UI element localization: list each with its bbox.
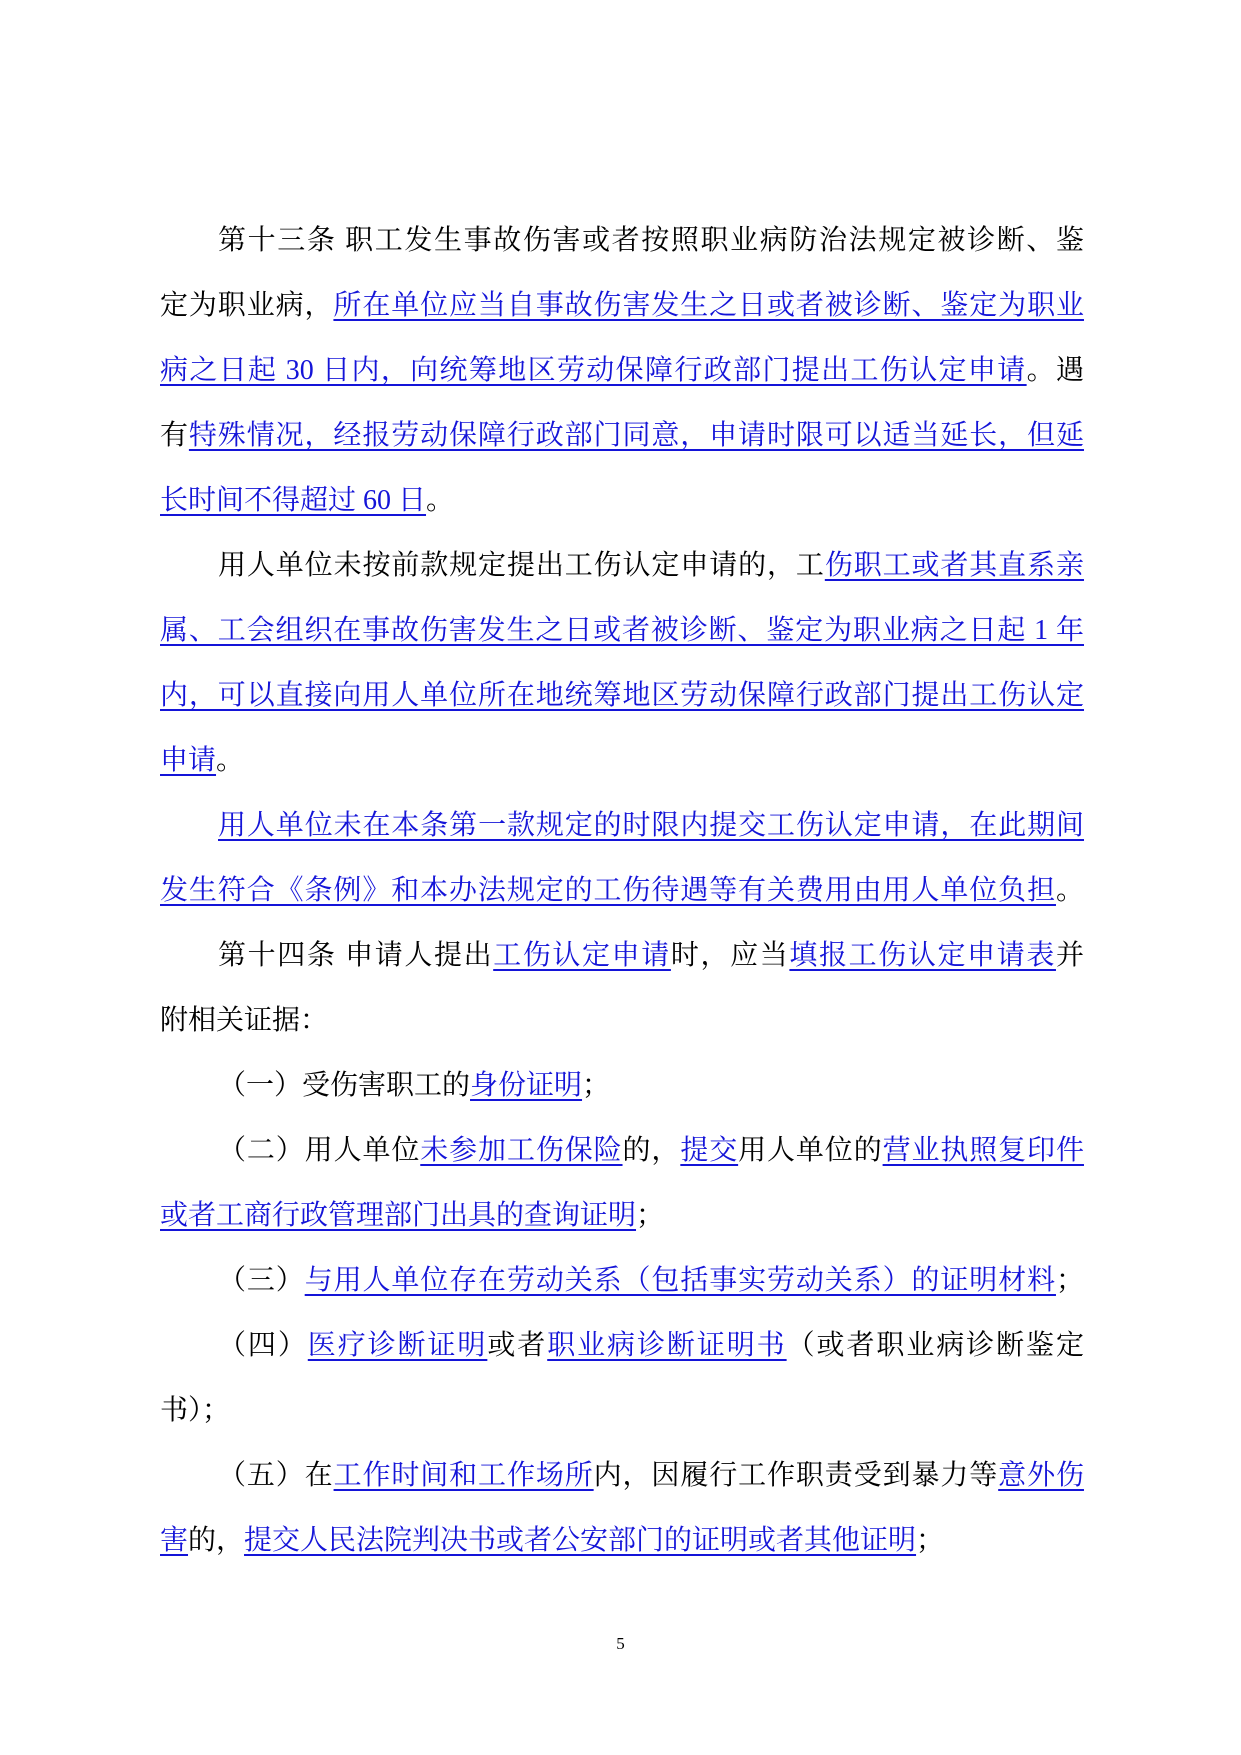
text-line	[160, 403, 1084, 468]
text-line	[160, 1313, 1084, 1378]
text-run: ；	[636, 1200, 665, 1231]
hyperlink[interactable]: 与用人单位存在劳动关系（包括事实劳动关系）的证明材料	[304, 1265, 1056, 1296]
text-run: （四）	[218, 1330, 308, 1361]
hyperlink[interactable]: 工作时间和工作场所	[333, 1460, 594, 1491]
text-run: 第十四条 申请人提出	[218, 940, 494, 971]
text-line	[160, 728, 1084, 793]
text-line	[160, 598, 1084, 663]
text-run: （五）在	[218, 1460, 334, 1491]
text-run: 的，	[188, 1525, 245, 1556]
text-run: 用人单位未按前款规定提出工伤认定申请的，工	[218, 550, 825, 581]
hyperlink[interactable]: 填报工伤认定申请表	[789, 940, 1056, 971]
text-run: （或者职业病诊断鉴定	[786, 1330, 1084, 1361]
text-line	[160, 1443, 1084, 1508]
article-13-paragraph-1	[160, 208, 1084, 533]
text-line	[160, 208, 1084, 273]
text-line	[160, 273, 1084, 338]
page-number: 5	[616, 1634, 625, 1653]
hyperlink[interactable]: 内，可以直接向用人单位所在地统筹地区劳动保障行政部门提出工伤认定	[160, 680, 1084, 711]
text-line	[160, 533, 1084, 598]
text-line	[160, 663, 1084, 728]
article-13-paragraph-3	[160, 793, 1084, 923]
hyperlink[interactable]: 害	[160, 1525, 189, 1556]
text-run: 内，因履行工作职责受到暴力等	[593, 1460, 999, 1491]
hyperlink[interactable]: 医疗诊断证明	[307, 1330, 488, 1361]
hyperlink[interactable]: 身份证明	[470, 1070, 583, 1101]
text-line	[160, 858, 1084, 923]
text-run: ；	[916, 1525, 945, 1556]
text-run: 。遇	[1026, 355, 1084, 386]
article-14-item-1	[160, 1053, 1084, 1118]
text-line	[160, 1248, 1084, 1313]
text-line	[160, 1118, 1084, 1183]
hyperlink[interactable]: 或者工商行政管理部门出具的查询证明	[160, 1200, 637, 1231]
hyperlink[interactable]: 提交	[680, 1135, 739, 1166]
text-line	[160, 923, 1084, 988]
text-line	[160, 1508, 1084, 1573]
text-run: 。	[426, 485, 455, 516]
text-run: 并	[1055, 940, 1084, 971]
hyperlink[interactable]: 意外伤	[998, 1460, 1084, 1491]
text-run: 。	[1055, 875, 1084, 906]
document-body	[160, 208, 1084, 1573]
text-line	[160, 793, 1084, 858]
article-14-item-2	[160, 1118, 1084, 1248]
text-run: 的，	[622, 1135, 681, 1166]
text-run: 。	[216, 745, 245, 776]
text-line	[160, 338, 1084, 403]
hyperlink[interactable]: 长时间不得超过 60 日	[160, 485, 427, 516]
text-run: ；	[1055, 1265, 1084, 1296]
text-run: 时，应当	[670, 940, 790, 971]
text-run: 定为职业病，	[160, 290, 334, 321]
hyperlink[interactable]: 发生符合《条例》和本办法规定的工伤待遇等有关费用由用人单位负担	[160, 875, 1056, 906]
text-run: 用人单位的	[738, 1135, 883, 1166]
hyperlink[interactable]: 所在单位应当自事故伤害发生之日或者被诊断、鉴定为职业	[333, 290, 1084, 321]
text-line	[160, 468, 1084, 533]
article-13-paragraph-2	[160, 533, 1084, 793]
text-line	[160, 1053, 1084, 1118]
article-14-item-4	[160, 1313, 1084, 1443]
text-line	[160, 988, 1084, 1053]
text-line	[160, 1183, 1084, 1248]
hyperlink[interactable]: 伤职工或者其直系亲	[824, 550, 1084, 581]
article-14-item-5	[160, 1443, 1084, 1573]
article-14-intro	[160, 923, 1084, 1053]
hyperlink[interactable]: 工伤认定申请	[493, 940, 671, 971]
text-run: 书）；	[160, 1395, 231, 1426]
hyperlink[interactable]: 职业病诊断证明书	[547, 1330, 787, 1361]
text-run: （一）受伤害职工的	[218, 1070, 471, 1101]
hyperlink[interactable]: 用人单位未在本条第一款规定的时限内提交工伤认定申请，在此期间	[218, 810, 1084, 841]
hyperlink[interactable]: 病之日起 30 日内，向统筹地区劳动保障行政部门提出工伤认定申请	[160, 355, 1027, 386]
text-run: 第十三条 职工发生事故伤害或者按照职业病防治法规定被诊断、鉴	[218, 225, 1084, 256]
text-run: （二）用人单位	[218, 1135, 421, 1166]
text-run: 有	[160, 420, 189, 451]
text-run: 或者	[487, 1330, 548, 1361]
text-line	[160, 1378, 1084, 1443]
hyperlink[interactable]: 特殊情况，经报劳动保障行政部门同意，申请时限可以适当延长，但延	[188, 420, 1084, 451]
text-run: （三）	[218, 1265, 305, 1296]
hyperlink[interactable]: 申请	[160, 745, 217, 776]
article-14-item-3	[160, 1248, 1084, 1313]
hyperlink[interactable]: 营业执照复印件	[882, 1135, 1084, 1166]
hyperlink[interactable]: 提交人民法院判决书或者公安部门的证明或者其他证明	[244, 1525, 917, 1556]
hyperlink[interactable]: 未参加工伤保险	[420, 1135, 623, 1166]
text-run: 附相关证据：	[160, 1005, 329, 1036]
hyperlink[interactable]: 属、工会组织在事故伤害发生之日或者被诊断、鉴定为职业病之日起 1 年	[160, 615, 1084, 646]
text-run: ；	[582, 1070, 611, 1101]
